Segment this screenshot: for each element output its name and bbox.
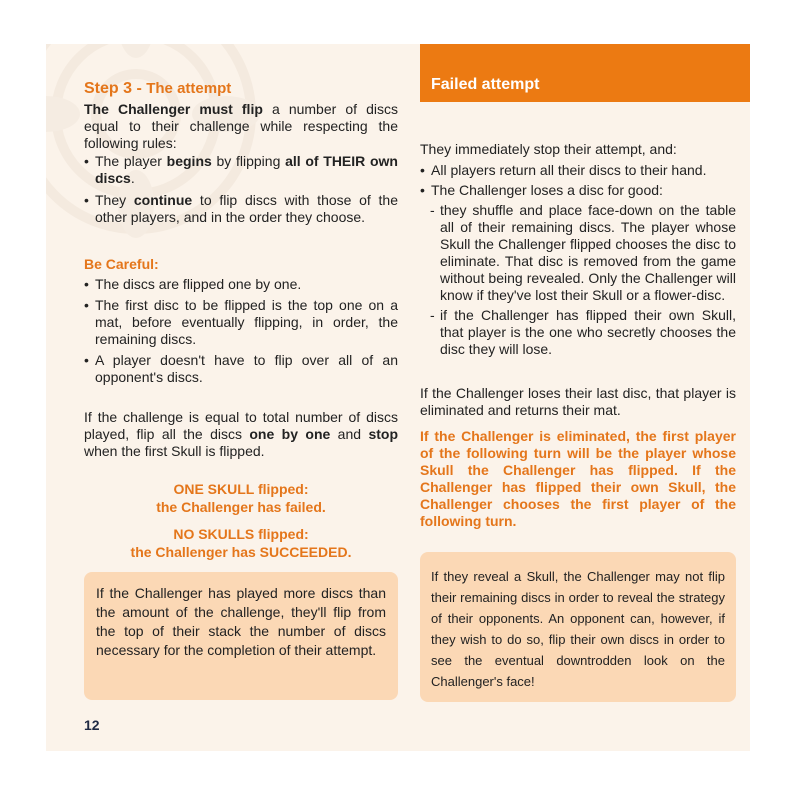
header-title: Failed attempt xyxy=(431,76,540,93)
failed-attempt-header xyxy=(420,44,750,102)
elimination-paragraph: If the Challenger loses their last disc, that player is eliminated and returns their mat. xyxy=(420,385,736,418)
consequence-list xyxy=(420,162,736,358)
rule-item-2: • They continue to flip discs with those of the other players, and in the order they choose. xyxy=(84,192,398,226)
consequence-subitem: - they shuffle and place face-down on the table all of their remaining discs. The player whose Skull the Challenger flipped chooses the disc to eliminate. That disc is removed from the game without being revealed. Only the Challenger will know if they've lost their Skull or a flower-disc. xyxy=(420,202,736,304)
note-box-left xyxy=(84,572,398,700)
elimination-highlight: If the Challenger is eliminated, the first player of the following turn will be the player whose Skull the Challenger has flipped. If the Challenger has flipped their own Skull, the Challenger chooses the first player of the following turn. xyxy=(420,428,736,529)
step-subtitle: The attempt xyxy=(146,80,232,97)
rulebook-page xyxy=(46,44,750,751)
step-title xyxy=(84,80,231,98)
intro-paragraph xyxy=(84,101,398,152)
consequence-item: • The Challenger loses a disc for good: xyxy=(420,182,736,199)
right-intro: They immediately stop their attempt, and: xyxy=(420,141,677,157)
careful-item: • A player doesn't have to flip over all of an opponent's discs. xyxy=(84,352,398,386)
consequence-subitem: - if the Challenger has flipped their own Skull, that player is the one who secretly chooses the disc they will lose. xyxy=(420,307,736,358)
page-number: 12 xyxy=(84,717,100,733)
rule-item-1: • The player begins by flipping all of THEIR own discs. xyxy=(84,153,398,187)
note-text-left: If the Challenger has played more discs than the amount of the challenge, they'll flip from the top of their stack the number of discs necessary for the completion of their attempt. xyxy=(96,585,386,658)
note-text-right: If they reveal a Skull, the Challenger may not flip their remaining discs in order to reveal the strategy of their opponents. An opponent can, however, if they wish to do so, flip their own discs in order to see the eventual downtrodden look on the Challenger's face! xyxy=(431,569,725,689)
note-box-right xyxy=(420,552,736,702)
consequence-item: • All players return all their discs to their hand. xyxy=(420,162,736,179)
careful-item: • The first disc to be flipped is the top one on a mat, before eventually flipping, in order, the remaining discs. xyxy=(84,297,398,348)
result-failed: ONE SKULL flipped: the Challenger has failed. xyxy=(156,481,326,515)
careful-item: • The discs are flipped one by one. xyxy=(84,276,398,293)
intro-rest: a number of discs equal to their challenge while respecting the following rules: xyxy=(84,101,398,151)
careful-list xyxy=(84,276,398,386)
challenge-paragraph: If the challenge is equal to total number of discs played, flip all the discs one by one and stop when the first Skull is flipped. xyxy=(84,409,398,459)
intro-bold: The Challenger must flip xyxy=(84,101,263,117)
result-succeeded: NO SKULLS flipped: the Challenger has SUCCEEDED. xyxy=(130,526,352,560)
step-number: Step 3 - xyxy=(84,80,147,97)
rules-list xyxy=(84,153,398,226)
careful-heading: Be Careful: xyxy=(84,256,159,272)
